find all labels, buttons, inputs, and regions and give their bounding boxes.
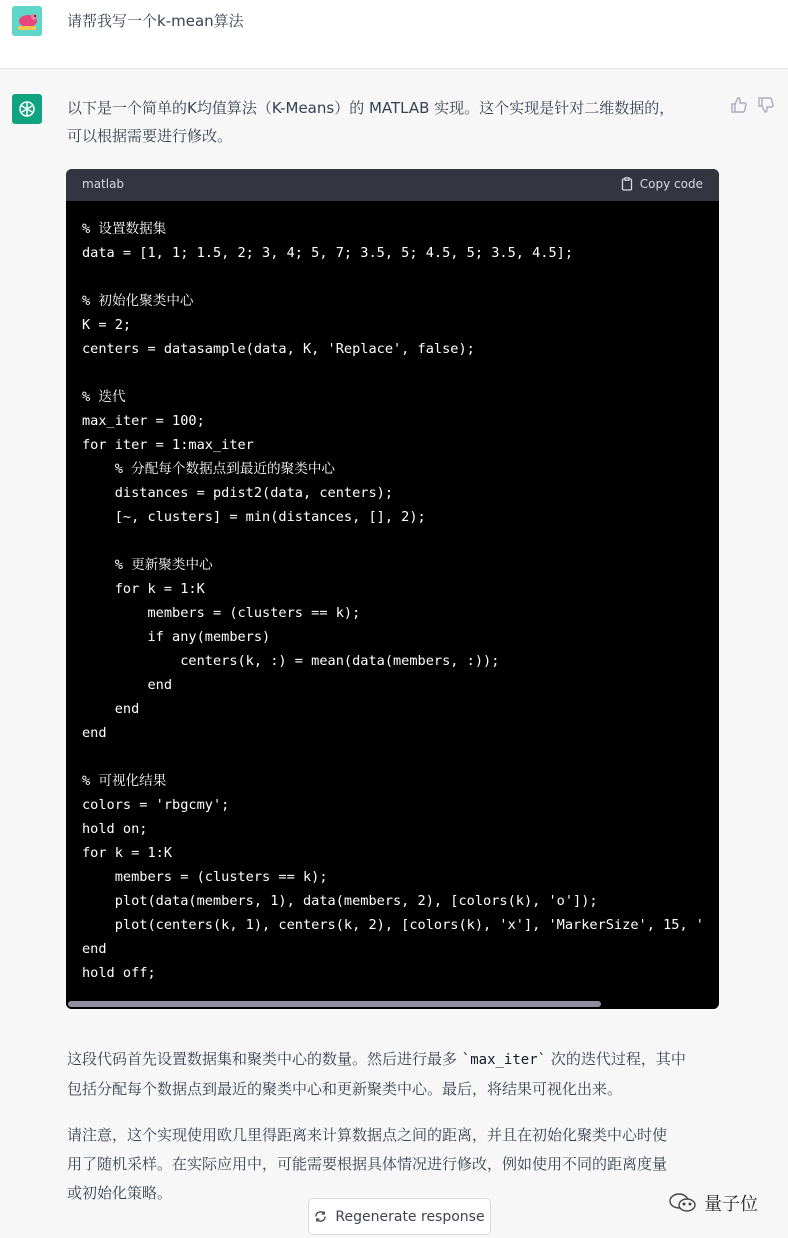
code-line <box>82 745 719 769</box>
code-line: plot(data(members, 1), data(members, 2), [colors(k), 'o']); <box>82 893 598 909</box>
code-line: centers = datasample(data, K, 'Replace', false); <box>82 341 475 357</box>
code-line: % 更新聚类中心 <box>82 557 213 573</box>
code-language-label: matlab <box>82 177 125 191</box>
thumbs-up-icon[interactable] <box>730 96 748 114</box>
code-line: [~, clusters] = min(distances, [], 2); <box>82 509 426 525</box>
code-line: centers(k, :) = mean(data(members, :)); <box>82 653 500 669</box>
code-line: % 初始化聚类中心 <box>82 293 194 309</box>
code-line: for iter = 1:max_iter <box>82 437 254 453</box>
code-line: for k = 1:K <box>82 845 173 861</box>
code-line: % 迭代 <box>82 389 126 405</box>
regenerate-response-button[interactable] <box>308 1198 491 1235</box>
code-line: members = (clusters == k); <box>82 605 361 621</box>
regenerate-label: Regenerate response <box>335 1208 485 1225</box>
code-line: max_iter = 100; <box>82 413 205 429</box>
intro-line: 以下是一个简单的K均值算法（K-Means）的 MATLAB 实现。这个实现是针对二维数据的， <box>67 99 675 117</box>
wechat-logo-icon <box>668 1191 698 1215</box>
code-line: hold on; <box>82 821 148 837</box>
thumbs-down-icon[interactable] <box>757 96 775 114</box>
code-line <box>82 265 719 289</box>
code-line: data = [1, 1; 1.5, 2; 3, 4; 5, 7; 3.5, 5; 4.5, 5; 3.5, 4.5]; <box>82 245 574 261</box>
code-line: members = (clusters == k); <box>82 869 328 885</box>
code-header <box>66 169 719 201</box>
code-line: colors = 'rbgcmy'; <box>82 797 230 813</box>
note-paragraph <box>67 1121 722 1208</box>
note-line: 用了随机采样。在实际应用中，可能需要根据具体情况进行修改，例如使用不同的距离度量 <box>67 1155 668 1173</box>
code-block <box>66 169 719 1009</box>
clipboard-icon <box>620 177 634 191</box>
code-line: end <box>82 941 107 957</box>
assistant-intro <box>67 94 697 150</box>
code-line <box>82 529 719 553</box>
note-line: 或初始化策略。 <box>67 1184 173 1202</box>
copy-code-label: Copy code <box>639 177 703 191</box>
code-line: % 分配每个数据点到最近的聚类中心 <box>82 461 336 477</box>
code-line: end <box>82 677 173 693</box>
summary-line: 包括分配每个数据点到最近的聚类中心和更新聚类中心。最后，将结果可视化出来。 <box>67 1080 623 1098</box>
inline-code: `max_iter` <box>461 1052 547 1068</box>
chatgpt-logo-icon <box>12 94 42 124</box>
code-line: end <box>82 701 140 717</box>
note-line: 请注意，这个实现使用欧几里得距离来计算数据点之间的距离，并且在初始化聚类中心时使 <box>67 1126 668 1144</box>
code-line: distances = pdist2(data, centers); <box>82 485 393 501</box>
summary-line: 这段代码首先设置数据集和聚类中心的数量。然后进行最多 `max_iter` 次的迭代过程，其中 <box>67 1050 686 1068</box>
code-line: if any(members) <box>82 629 271 645</box>
code-line: % 可视化结果 <box>82 773 167 789</box>
horizontal-scrollbar[interactable] <box>66 999 719 1009</box>
code-line <box>82 361 719 385</box>
code-content[interactable] <box>82 217 719 987</box>
code-line: % 设置数据集 <box>82 221 167 237</box>
user-prompt-text: 请帮我写一个k-mean算法 <box>67 12 244 30</box>
user-avatar <box>12 6 42 36</box>
intro-line: 可以根据需要进行修改。 <box>67 127 233 145</box>
watermark-text: 量子位 <box>704 1194 758 1215</box>
watermark <box>668 1190 758 1216</box>
code-line: end <box>82 725 107 741</box>
code-line: for k = 1:K <box>82 581 205 597</box>
summary-paragraph <box>67 1045 722 1104</box>
refresh-icon <box>314 1210 327 1223</box>
scrollbar-thumb[interactable] <box>68 1001 601 1007</box>
code-line: K = 2; <box>82 317 132 333</box>
code-line: plot(centers(k, 1), centers(k, 2), [colors(k), 'x'], 'MarkerSize', 15, ' <box>82 917 704 933</box>
user-message-row <box>0 0 788 69</box>
copy-code-button[interactable] <box>620 177 703 191</box>
code-line: hold off; <box>82 965 156 981</box>
